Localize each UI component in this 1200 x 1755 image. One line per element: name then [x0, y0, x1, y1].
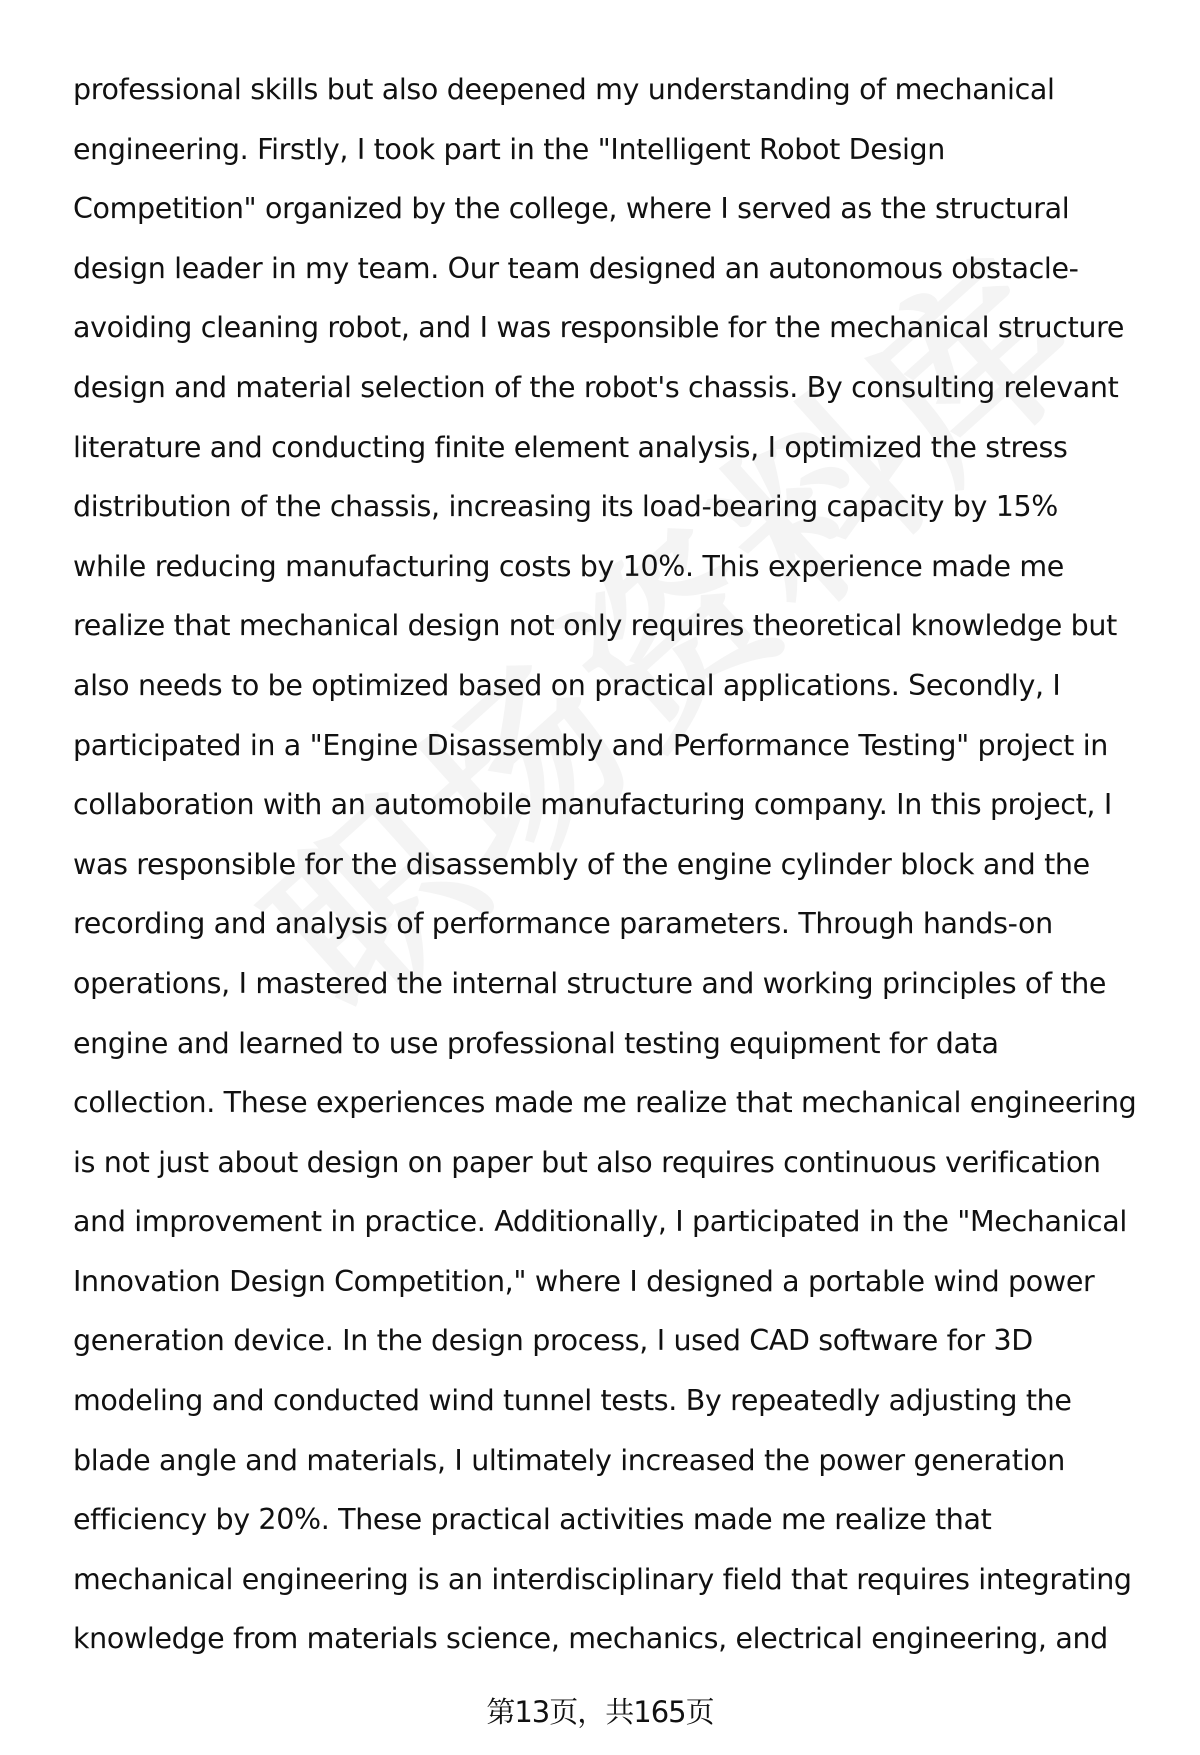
text-line: recording and analysis of performance parameters. Through hands-on	[73, 907, 1053, 941]
text-line: generation device. In the design process, I used CAD software for 3D	[73, 1324, 1033, 1358]
text-line: literature and conducting finite element analysis, I optimized the stress	[73, 430, 1068, 464]
text-line: distribution of the chassis, increasing its load-bearing capacity by 15%	[73, 490, 1059, 524]
text-line: engineering. Firstly, I took part in the "Intelligent Robot Design	[73, 132, 945, 166]
text-line: modeling and conducted wind tunnel tests. By repeatedly adjusting the	[73, 1384, 1072, 1418]
text-line: collaboration with an automobile manufacturing company. In this project, I	[73, 788, 1112, 822]
text-line: collection. These experiences made me realize that mechanical engineering	[73, 1086, 1137, 1120]
text-line: Competition" organized by the college, where I served as the structural	[73, 192, 1070, 226]
text-line: and improvement in practice. Additionally, I participated in the "Mechanical	[73, 1205, 1127, 1239]
text-line: was responsible for the disassembly of the engine cylinder block and the	[73, 847, 1090, 881]
text-line: efficiency by 20%. These practical activities made me realize that	[73, 1503, 992, 1537]
text-line: is not just about design on paper but also requires continuous verification	[73, 1145, 1101, 1179]
text-line: while reducing manufacturing costs by 10%. This experience made me	[73, 549, 1064, 583]
text-line: design and material selection of the robot's chassis. By consulting relevant	[73, 370, 1119, 404]
text-line: realize that mechanical design not only requires theoretical knowledge but	[73, 609, 1117, 643]
text-line: professional skills but also deepened my understanding of mechanical	[73, 73, 1055, 106]
text-line: Innovation Design Competition," where I designed a portable wind power	[73, 1264, 1095, 1298]
text-line: blade angle and materials, I ultimately increased the power generation	[73, 1443, 1065, 1477]
text-line: mechanical engineering is an interdisciplinary field that requires integrating	[73, 1562, 1132, 1596]
body-text	[73, 60, 1173, 1669]
text-line: operations, I mastered the internal structure and working principles of the	[73, 966, 1107, 1000]
text-line: engine and learned to use professional testing equipment for data	[73, 1026, 999, 1060]
text-line: design leader in my team. Our team designed an autonomous obstacle-	[73, 251, 1079, 285]
text-line: participated in a "Engine Disassembly and Performance Testing" project in	[73, 728, 1108, 762]
text-line: avoiding cleaning robot, and I was responsible for the mechanical structure	[73, 311, 1125, 345]
page-number-footer: 第13页，共165页	[486, 1695, 714, 1729]
text-line: also needs to be optimized based on practical applications. Secondly, I	[73, 668, 1061, 702]
text-line: knowledge from materials science, mechanics, electrical engineering, and	[73, 1622, 1108, 1656]
